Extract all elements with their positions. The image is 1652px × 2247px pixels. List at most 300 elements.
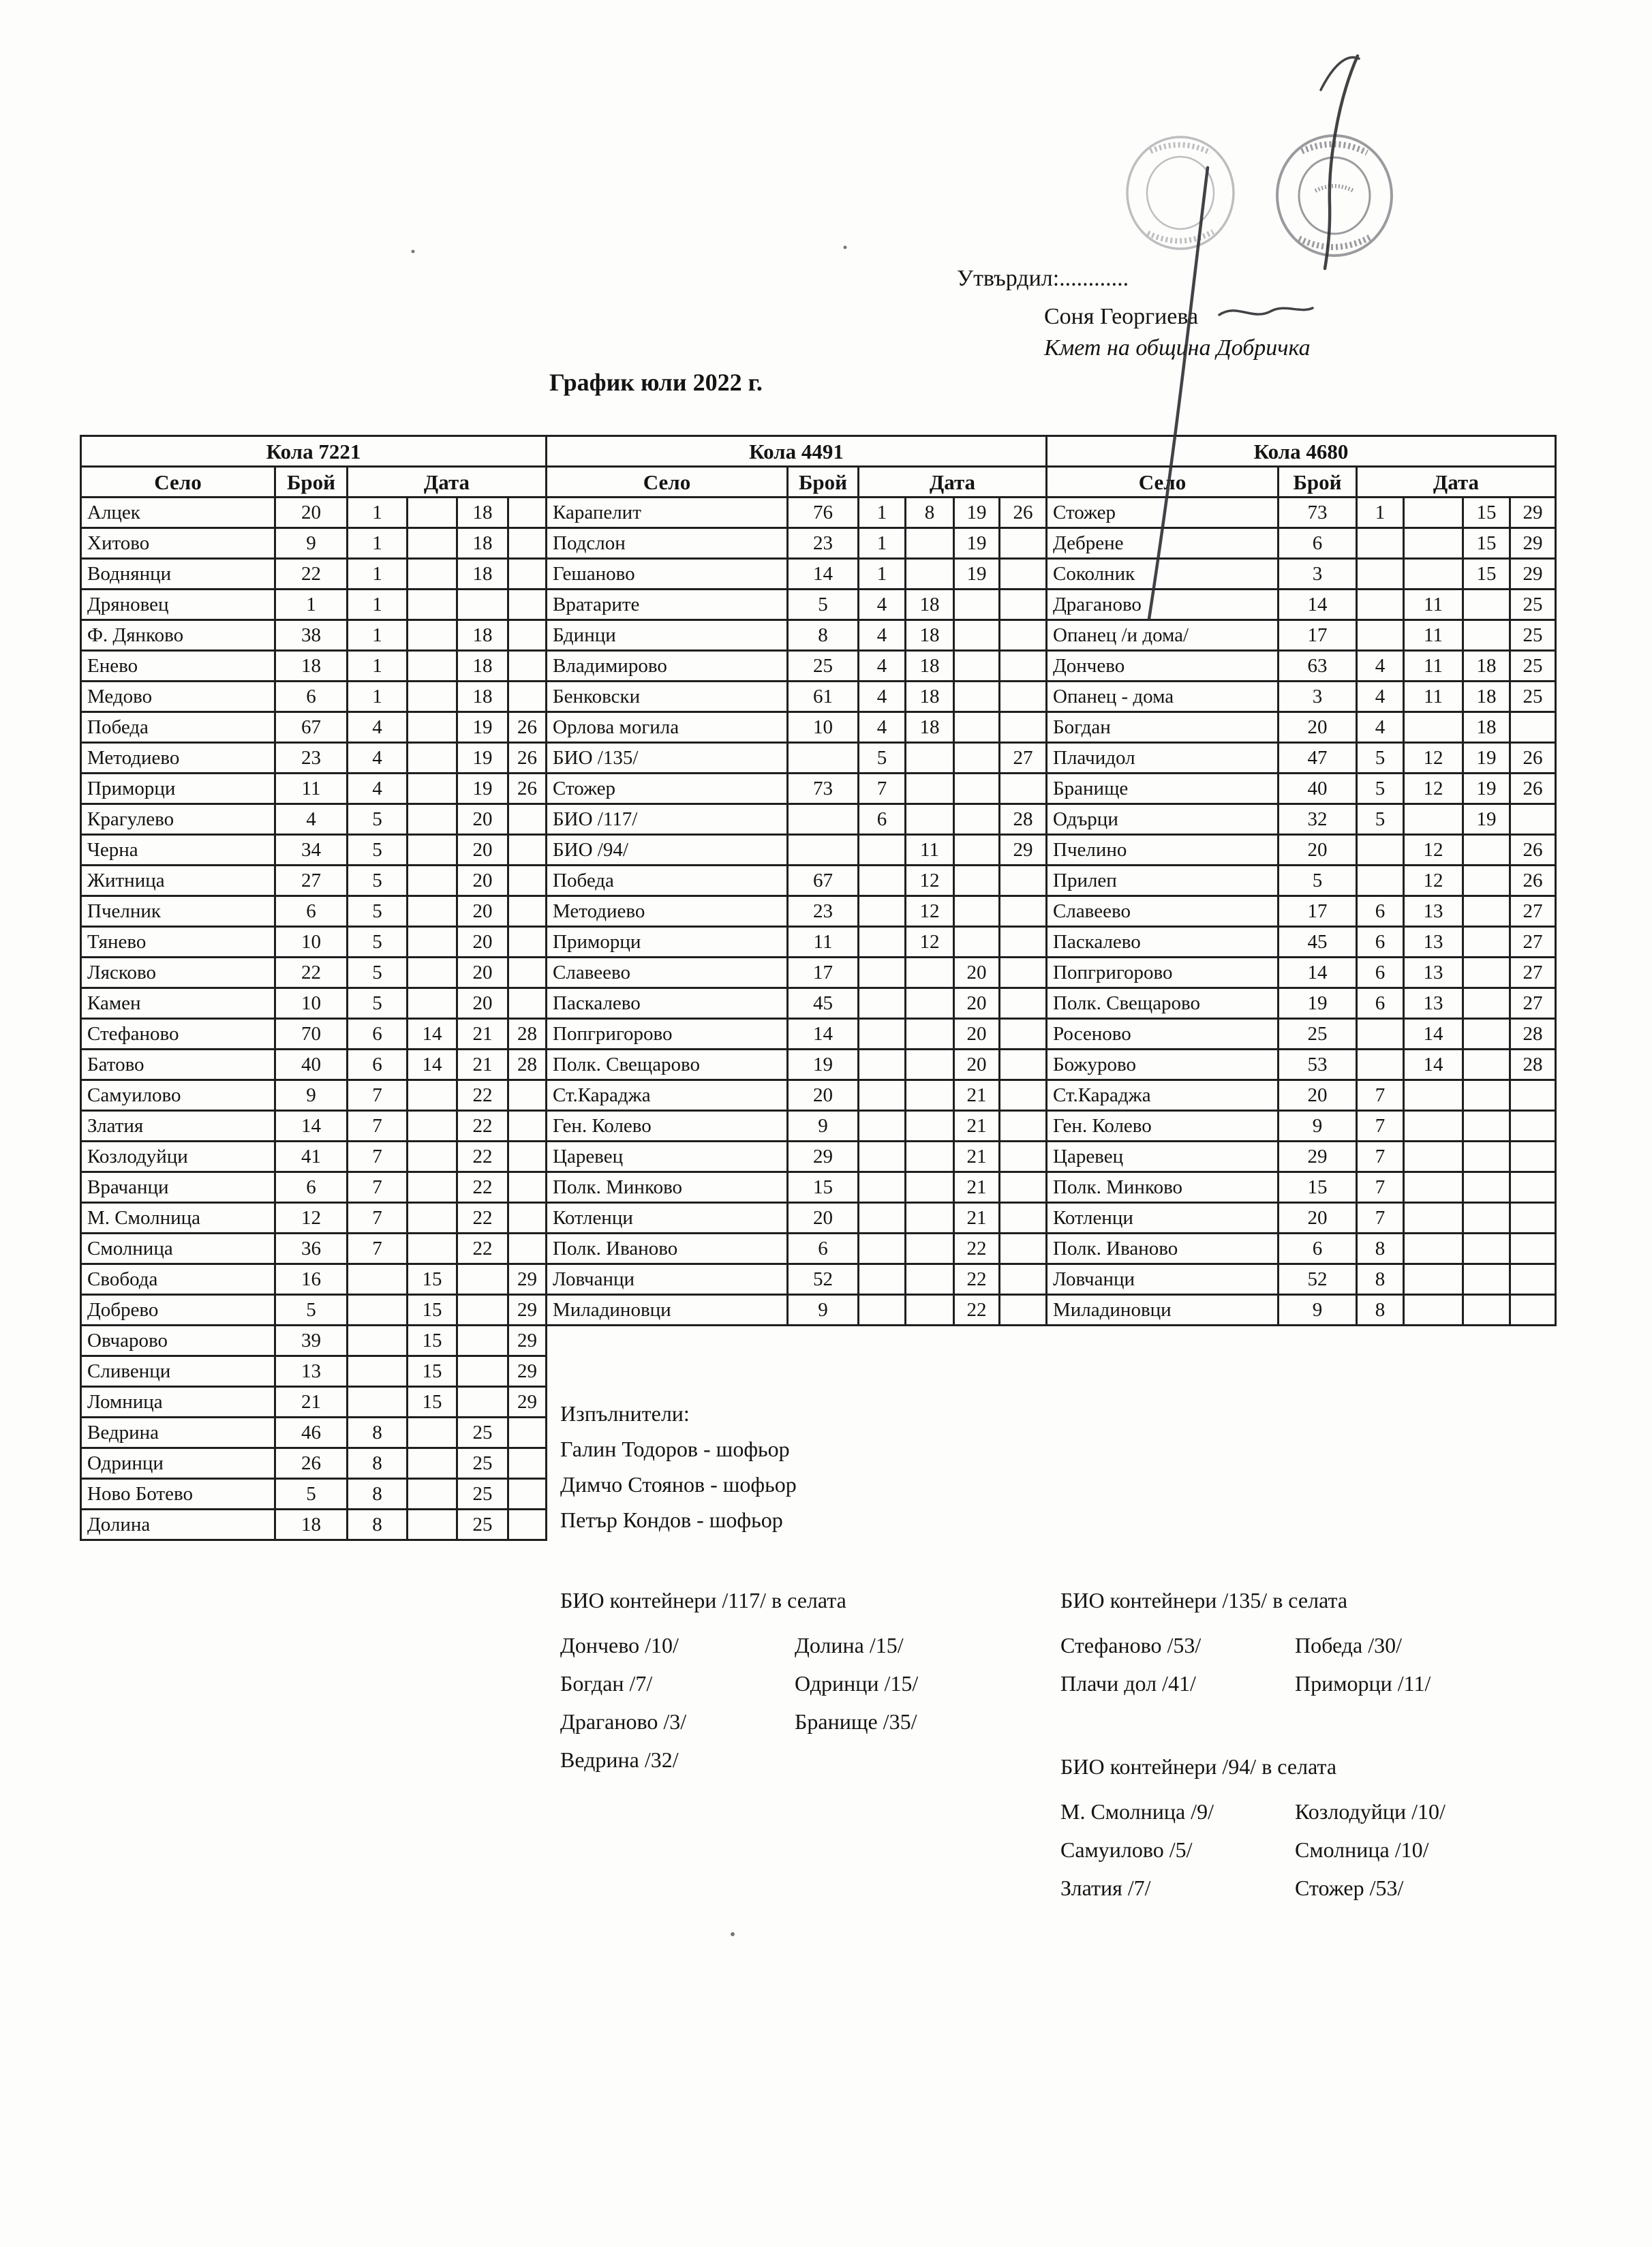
date-cell: 20 xyxy=(954,1019,1000,1050)
count-cell: 11 xyxy=(788,927,859,958)
date-cell: 4 xyxy=(859,651,906,682)
date-cell xyxy=(906,958,954,988)
date-cell: 19 xyxy=(457,774,508,804)
village-cell: Приморци xyxy=(547,927,788,958)
date-cell: 1 xyxy=(859,528,906,559)
count-cell: 73 xyxy=(788,774,859,804)
date-cell: 29 xyxy=(1510,528,1556,559)
table-row xyxy=(547,1080,1047,1111)
date-cell xyxy=(508,1203,547,1234)
date-cell xyxy=(859,1264,906,1295)
date-cell: 26 xyxy=(1000,498,1047,528)
schedule-table-kola-4680 xyxy=(1045,435,1557,1326)
date-cell: 27 xyxy=(1510,988,1556,1019)
list-item: Драганово /3/ xyxy=(560,1709,687,1734)
village-cell: Божурово xyxy=(1047,1050,1279,1080)
date-cell: 19 xyxy=(954,498,1000,528)
date-cell: 4 xyxy=(1357,651,1404,682)
date-cell: 8 xyxy=(1357,1264,1404,1295)
date-cell xyxy=(1404,1295,1463,1326)
date-cell: 5 xyxy=(348,866,408,896)
approver-name: Соня Георгиева xyxy=(1044,304,1199,329)
date-cell: 20 xyxy=(954,958,1000,988)
date-cell xyxy=(1000,774,1047,804)
date-cell xyxy=(954,774,1000,804)
date-cell xyxy=(1000,958,1047,988)
date-cell: 29 xyxy=(1510,498,1556,528)
date-cell: 13 xyxy=(1404,896,1463,927)
table-row xyxy=(1047,774,1556,804)
date-header: Дата xyxy=(1357,467,1556,498)
table-row xyxy=(81,1172,547,1203)
list-item: Галин Тодоров - шофьор xyxy=(560,1437,790,1461)
count-cell: 20 xyxy=(275,498,348,528)
executors-block xyxy=(560,1396,797,1538)
village-cell: Полк. Свещарово xyxy=(547,1050,788,1080)
count-cell: 6 xyxy=(275,1172,348,1203)
village-cell: Одърци xyxy=(1047,804,1279,835)
date-cell xyxy=(954,682,1000,712)
date-cell: 29 xyxy=(508,1326,547,1356)
date-cell xyxy=(1404,559,1463,590)
village-cell: Батово xyxy=(81,1050,275,1080)
list-item: Одринци /15/ xyxy=(795,1671,919,1696)
date-cell: 20 xyxy=(457,866,508,896)
table-row xyxy=(547,590,1047,620)
date-cell xyxy=(457,1326,508,1356)
date-cell xyxy=(408,1111,457,1142)
village-cell: Пчелино xyxy=(1047,835,1279,866)
village-header: Село xyxy=(1047,467,1279,498)
date-cell: 20 xyxy=(457,927,508,958)
table-row xyxy=(81,1479,547,1510)
date-cell xyxy=(1463,866,1510,896)
village-cell: Бдинци xyxy=(547,620,788,651)
date-cell xyxy=(508,528,547,559)
table-row xyxy=(547,1172,1047,1203)
list-item: Дончево /10/ xyxy=(560,1633,679,1657)
table-row xyxy=(81,559,547,590)
date-cell: 13 xyxy=(1404,927,1463,958)
village-cell: Житница xyxy=(81,866,275,896)
date-cell: 28 xyxy=(1510,1050,1556,1080)
date-cell xyxy=(954,804,1000,835)
village-cell: Богдан xyxy=(1047,712,1279,743)
date-cell xyxy=(408,1448,457,1479)
date-cell xyxy=(1000,896,1047,927)
table-row xyxy=(547,498,1047,528)
date-cell: 4 xyxy=(1357,682,1404,712)
count-cell: 25 xyxy=(788,651,859,682)
date-cell: 22 xyxy=(457,1172,508,1203)
village-cell: Методиево xyxy=(81,743,275,774)
date-cell xyxy=(348,1264,408,1295)
date-cell xyxy=(508,1234,547,1264)
date-cell: 8 xyxy=(348,1448,408,1479)
date-cell: 15 xyxy=(408,1264,457,1295)
count-cell: 29 xyxy=(788,1142,859,1172)
village-cell: Прилеп xyxy=(1047,866,1279,896)
date-cell: 11 xyxy=(906,835,954,866)
count-cell: 52 xyxy=(1279,1264,1357,1295)
date-cell xyxy=(1510,712,1556,743)
list-item: Стефаново /53/ xyxy=(1060,1633,1202,1657)
list-item: Петър Кондов - шофьор xyxy=(560,1508,783,1532)
village-cell: Стожер xyxy=(547,774,788,804)
village-cell: Победа xyxy=(547,866,788,896)
village-cell: Гешаново xyxy=(547,559,788,590)
count-cell: 76 xyxy=(788,498,859,528)
date-cell xyxy=(1357,528,1404,559)
table-row xyxy=(81,804,547,835)
village-cell: Ст.Караджа xyxy=(1047,1080,1279,1111)
date-cell xyxy=(954,866,1000,896)
date-cell: 22 xyxy=(457,1234,508,1264)
date-cell: 4 xyxy=(348,774,408,804)
table-row xyxy=(1047,1172,1556,1203)
date-cell: 7 xyxy=(348,1234,408,1264)
date-cell xyxy=(1463,1111,1510,1142)
date-cell: 4 xyxy=(859,590,906,620)
count-cell: 19 xyxy=(1279,988,1357,1019)
table-row xyxy=(81,1418,547,1448)
date-cell xyxy=(508,835,547,866)
date-cell xyxy=(408,927,457,958)
table-row xyxy=(547,804,1047,835)
date-cell xyxy=(408,651,457,682)
date-cell: 25 xyxy=(1510,682,1556,712)
date-cell xyxy=(1510,1111,1556,1142)
date-cell: 7 xyxy=(348,1080,408,1111)
date-cell: 1 xyxy=(348,559,408,590)
date-cell: 8 xyxy=(906,498,954,528)
date-cell xyxy=(859,958,906,988)
list-item: Димчо Стоянов - шофьор xyxy=(560,1472,797,1497)
date-cell: 21 xyxy=(954,1080,1000,1111)
table-row xyxy=(547,1019,1047,1050)
date-cell xyxy=(954,712,1000,743)
date-cell: 19 xyxy=(457,712,508,743)
date-cell: 14 xyxy=(1404,1019,1463,1050)
table-row xyxy=(547,896,1047,927)
table-row xyxy=(547,988,1047,1019)
village-cell: Котленци xyxy=(1047,1203,1279,1234)
village-cell: Ловчанци xyxy=(1047,1264,1279,1295)
village-cell: Соколник xyxy=(1047,559,1279,590)
village-cell: Миладиновци xyxy=(547,1295,788,1326)
count-cell: 9 xyxy=(275,1080,348,1111)
date-cell xyxy=(1463,988,1510,1019)
count-cell: 63 xyxy=(1279,651,1357,682)
table-row xyxy=(547,958,1047,988)
date-cell xyxy=(859,1080,906,1111)
date-cell: 21 xyxy=(954,1203,1000,1234)
date-cell xyxy=(859,1019,906,1050)
date-cell: 21 xyxy=(954,1142,1000,1172)
date-cell: 26 xyxy=(1510,866,1556,896)
village-cell: Пчелник xyxy=(81,896,275,927)
table-row xyxy=(547,559,1047,590)
village-cell: Карапелит xyxy=(547,498,788,528)
table-row xyxy=(81,743,547,774)
count-cell: 20 xyxy=(788,1080,859,1111)
village-cell: Енево xyxy=(81,651,275,682)
date-cell xyxy=(508,1448,547,1479)
count-cell: 23 xyxy=(788,896,859,927)
village-cell: Сливенци xyxy=(81,1356,275,1387)
date-cell: 1 xyxy=(348,620,408,651)
date-cell xyxy=(508,590,547,620)
bio-94-column-2 xyxy=(1295,1792,1446,1907)
count-cell: 9 xyxy=(275,528,348,559)
date-cell xyxy=(408,988,457,1019)
table-row xyxy=(81,774,547,804)
date-cell: 4 xyxy=(859,712,906,743)
table-row xyxy=(1047,835,1556,866)
date-cell: 26 xyxy=(1510,774,1556,804)
count-cell: 52 xyxy=(788,1264,859,1295)
village-cell: Свобода xyxy=(81,1264,275,1295)
count-cell: 5 xyxy=(275,1479,348,1510)
count-cell: 17 xyxy=(788,958,859,988)
date-cell xyxy=(457,590,508,620)
count-cell: 14 xyxy=(788,559,859,590)
village-cell: Опанец - дома xyxy=(1047,682,1279,712)
table-row xyxy=(547,866,1047,896)
table-row xyxy=(81,590,547,620)
date-cell xyxy=(508,1479,547,1510)
date-cell xyxy=(408,559,457,590)
village-cell: М. Смолница xyxy=(81,1203,275,1234)
date-cell xyxy=(1510,1172,1556,1203)
list-item: Златия /7/ xyxy=(1060,1876,1151,1900)
date-cell: 7 xyxy=(1357,1111,1404,1142)
village-cell: Орлова могила xyxy=(547,712,788,743)
date-cell: 7 xyxy=(1357,1142,1404,1172)
date-cell xyxy=(1404,1234,1463,1264)
count-cell: 53 xyxy=(1279,1050,1357,1080)
date-cell xyxy=(1404,1172,1463,1203)
village-cell: Лясково xyxy=(81,958,275,988)
table-row xyxy=(81,1448,547,1479)
date-cell xyxy=(1510,1203,1556,1234)
village-cell: Славеево xyxy=(1047,896,1279,927)
date-cell: 25 xyxy=(457,1479,508,1510)
count-cell: 26 xyxy=(275,1448,348,1479)
date-cell: 25 xyxy=(457,1510,508,1540)
date-cell: 21 xyxy=(954,1111,1000,1142)
date-cell xyxy=(508,1111,547,1142)
date-cell xyxy=(1357,590,1404,620)
document-title: График юли 2022 г. xyxy=(549,369,763,396)
count-cell: 39 xyxy=(275,1326,348,1356)
stamp-left-icon xyxy=(1127,137,1234,249)
date-cell xyxy=(1463,1172,1510,1203)
date-cell xyxy=(954,620,1000,651)
count-cell: 6 xyxy=(1279,1234,1357,1264)
date-cell xyxy=(1463,1019,1510,1050)
date-cell: 20 xyxy=(954,988,1000,1019)
count-cell: 73 xyxy=(1279,498,1357,528)
count-cell: 67 xyxy=(788,866,859,896)
bio-94-column-1 xyxy=(1060,1792,1295,1907)
table-row xyxy=(81,1356,547,1387)
village-cell: Черна xyxy=(81,835,275,866)
date-cell xyxy=(348,1295,408,1326)
count-cell: 32 xyxy=(1279,804,1357,835)
date-cell xyxy=(1000,927,1047,958)
date-cell xyxy=(1404,1142,1463,1172)
date-cell: 12 xyxy=(1404,866,1463,896)
date-cell xyxy=(1463,896,1510,927)
car-header: Кола 7221 xyxy=(81,436,547,467)
table-row xyxy=(81,866,547,896)
village-cell: Методиево xyxy=(547,896,788,927)
date-cell xyxy=(1000,528,1047,559)
date-header: Дата xyxy=(859,467,1047,498)
date-cell xyxy=(1510,804,1556,835)
date-cell xyxy=(508,651,547,682)
date-cell xyxy=(508,958,547,988)
village-cell: Алцек xyxy=(81,498,275,528)
date-cell xyxy=(508,682,547,712)
date-cell: 22 xyxy=(457,1080,508,1111)
village-cell: Котленци xyxy=(547,1203,788,1234)
village-cell: Попгригорово xyxy=(547,1019,788,1050)
date-cell: 8 xyxy=(348,1479,408,1510)
date-cell xyxy=(859,835,906,866)
date-cell: 18 xyxy=(1463,712,1510,743)
date-cell xyxy=(906,1080,954,1111)
date-cell: 25 xyxy=(1510,651,1556,682)
count-cell: 23 xyxy=(275,743,348,774)
village-cell: Паскалево xyxy=(547,988,788,1019)
date-cell xyxy=(1000,1264,1047,1295)
date-cell xyxy=(906,1234,954,1264)
count-cell: 20 xyxy=(788,1203,859,1234)
date-cell: 21 xyxy=(457,1050,508,1080)
village-cell: Медово xyxy=(81,682,275,712)
date-cell xyxy=(508,559,547,590)
count-cell: 14 xyxy=(1279,958,1357,988)
village-cell: Подслон xyxy=(547,528,788,559)
village-cell: Полк. Минково xyxy=(1047,1172,1279,1203)
table-row xyxy=(547,1111,1047,1142)
village-cell: Ген. Колево xyxy=(1047,1111,1279,1142)
table-row xyxy=(547,1264,1047,1295)
list-item: Самуилово /5/ xyxy=(1060,1837,1193,1862)
date-cell: 5 xyxy=(859,743,906,774)
date-cell: 4 xyxy=(859,682,906,712)
table-row xyxy=(81,896,547,927)
table-row xyxy=(81,1142,547,1172)
count-cell: 45 xyxy=(788,988,859,1019)
date-cell xyxy=(508,620,547,651)
date-cell: 20 xyxy=(457,958,508,988)
table-row xyxy=(81,1019,547,1050)
date-cell xyxy=(408,620,457,651)
date-cell: 7 xyxy=(1357,1172,1404,1203)
date-cell: 13 xyxy=(1404,988,1463,1019)
date-cell: 21 xyxy=(954,1172,1000,1203)
bio-94-title: БИО контейнери /94/ в селата xyxy=(1060,1754,1337,1779)
date-cell: 6 xyxy=(1357,958,1404,988)
table-row xyxy=(81,1295,547,1326)
count-cell: 41 xyxy=(275,1142,348,1172)
table-row xyxy=(81,1326,547,1356)
date-cell: 29 xyxy=(508,1356,547,1387)
village-cell: Ст.Караджа xyxy=(547,1080,788,1111)
date-cell: 18 xyxy=(457,528,508,559)
table-row xyxy=(1047,1050,1556,1080)
count-cell: 22 xyxy=(275,559,348,590)
date-cell: 18 xyxy=(457,620,508,651)
date-cell: 4 xyxy=(1357,712,1404,743)
date-cell xyxy=(1404,712,1463,743)
date-cell xyxy=(906,1203,954,1234)
list-item: Плачи дол /41/ xyxy=(1060,1671,1196,1696)
village-cell: Хитово xyxy=(81,528,275,559)
date-cell: 22 xyxy=(954,1295,1000,1326)
date-cell xyxy=(408,498,457,528)
table-row xyxy=(547,528,1047,559)
village-cell: Царевец xyxy=(1047,1142,1279,1172)
count-cell: 15 xyxy=(1279,1172,1357,1203)
date-cell xyxy=(1404,498,1463,528)
executors-title: Изпълнители: xyxy=(560,1401,690,1426)
date-cell: 5 xyxy=(1357,804,1404,835)
village-cell: Полк. Минково xyxy=(547,1172,788,1203)
date-cell: 5 xyxy=(1357,743,1404,774)
village-cell: Победа xyxy=(81,712,275,743)
date-cell xyxy=(906,1295,954,1326)
count-cell: 45 xyxy=(1279,927,1357,958)
date-cell xyxy=(859,1203,906,1234)
date-cell xyxy=(906,1172,954,1203)
village-cell: Приморци xyxy=(81,774,275,804)
list-item: Ведрина /32/ xyxy=(560,1747,679,1772)
count-cell: 14 xyxy=(275,1111,348,1142)
date-cell: 7 xyxy=(348,1172,408,1203)
village-cell: Дебрене xyxy=(1047,528,1279,559)
village-cell: Полк. Иваново xyxy=(547,1234,788,1264)
date-cell: 1 xyxy=(348,682,408,712)
table-row xyxy=(1047,1080,1556,1111)
date-cell: 11 xyxy=(1404,620,1463,651)
date-cell: 25 xyxy=(457,1448,508,1479)
date-cell xyxy=(508,1080,547,1111)
table-row xyxy=(547,1295,1047,1326)
date-cell: 7 xyxy=(348,1203,408,1234)
village-cell: Крагулево xyxy=(81,804,275,835)
date-cell xyxy=(1463,1080,1510,1111)
table-row xyxy=(1047,1203,1556,1234)
count-cell: 9 xyxy=(1279,1295,1357,1326)
date-cell: 29 xyxy=(508,1264,547,1295)
date-cell: 18 xyxy=(906,651,954,682)
table-row xyxy=(1047,559,1556,590)
count-cell: 14 xyxy=(1279,590,1357,620)
table-row xyxy=(547,1142,1047,1172)
date-cell: 1 xyxy=(348,651,408,682)
table-row xyxy=(547,774,1047,804)
date-cell: 1 xyxy=(859,498,906,528)
village-header: Село xyxy=(547,467,788,498)
date-cell: 11 xyxy=(1404,590,1463,620)
village-cell: Златия xyxy=(81,1111,275,1142)
table-row xyxy=(81,1264,547,1295)
date-cell xyxy=(906,559,954,590)
